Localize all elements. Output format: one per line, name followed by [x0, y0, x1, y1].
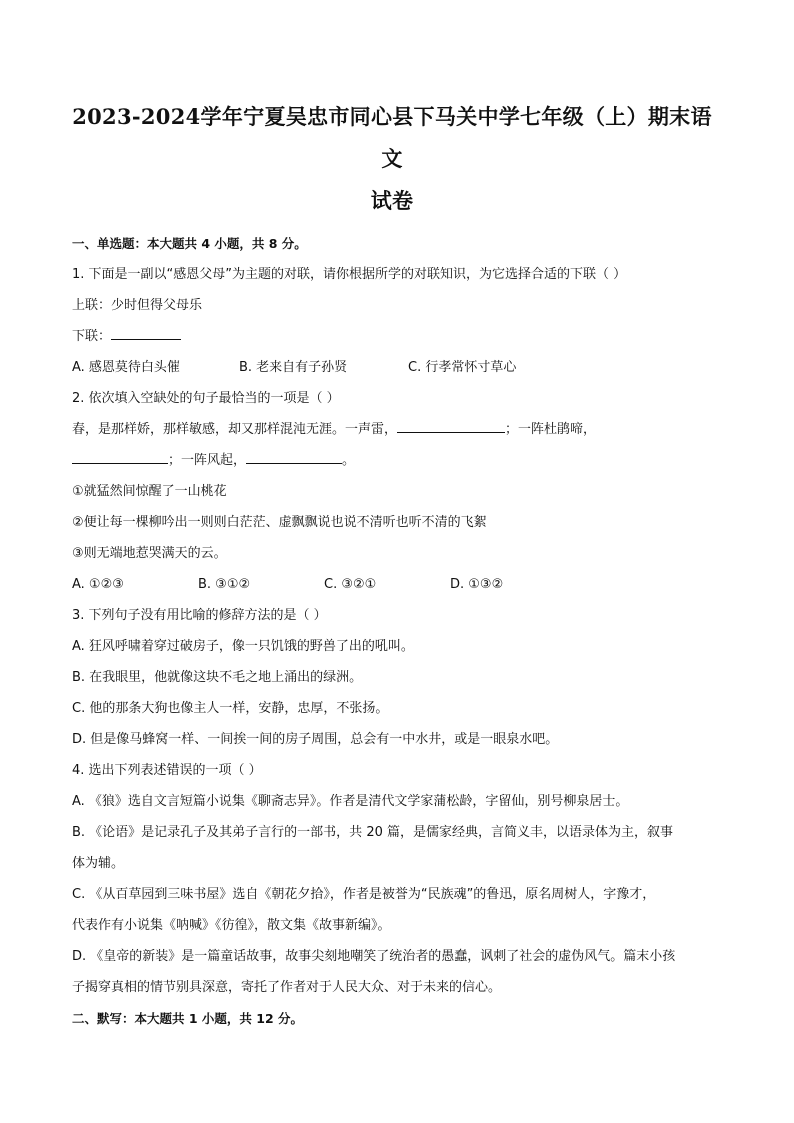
q2-passage-d: 。	[342, 453, 356, 468]
q2-passage-line-1	[72, 414, 712, 445]
q4-option-c-line-1[interactable]: C. 《从百草园到三味书屋》选自《朝花夕拾》，作者是被誉为“民族魂”的鲁迅，原名周树人，字豫才，	[72, 887, 656, 902]
q1-stem: 1. 下面是一副以“感恩父母”为主题的对联，请你根据所学的对联知识，为它选择合适的下联（ ）	[72, 267, 627, 282]
page-title	[72, 96, 712, 222]
title-line-2: 试卷	[370, 188, 414, 213]
q1-lower-label: 下联：	[72, 329, 112, 344]
q1-lower-couplet	[72, 321, 712, 352]
q2-blank-2[interactable]	[72, 449, 168, 464]
q1-upper-couplet: 上联：少时但得父母乐	[72, 298, 203, 313]
q2-stem: 2. 依次填入空缺处的句子最恰当的一项是（ ）	[72, 391, 340, 406]
q2-option-b[interactable]: B. ③①②	[198, 577, 251, 592]
q2-item-3: ③则无端地惹哭满天的云。	[72, 546, 227, 561]
q2-passage-a: 春，是那样娇，那样敏感，却又那样混沌无涯。一声雷，	[72, 422, 398, 437]
section-2-heading: 二、默写：本大题共 1 小题，共 12 分。	[72, 1011, 304, 1026]
q3-option-c[interactable]: C. 他的那条大狗也像主人一样，安静，忠厚，不张扬。	[72, 701, 389, 716]
q2-passage-b: ；一阵杜鹃啼，	[505, 422, 597, 437]
title-line-1: 2023-2024学年宁夏吴忠市同心县下马关中学七年级（上）期末语文	[72, 104, 712, 171]
section-1-heading: 一、单选题：本大题共 4 小题，共 8 分。	[72, 236, 307, 251]
q2-item-2: ②便让每一棵柳吟出一则则白茫茫、虚飘飘说也说不清听也听不清的飞絮	[72, 515, 487, 530]
q2-options	[72, 569, 712, 600]
q2-blank-1[interactable]	[397, 418, 505, 433]
q1-option-c[interactable]: C. 行孝常怀寸草心	[408, 360, 517, 375]
q1-option-a[interactable]: A. 感恩莫待白头催	[72, 360, 180, 375]
q2-blank-3[interactable]	[246, 449, 342, 464]
q3-stem: 3. 下列句子没有用比喻的修辞方法的是（ ）	[72, 608, 327, 623]
q1-options	[72, 352, 712, 383]
q3-option-a[interactable]: A. 狂风呼啸着穿过破房子，像一只饥饿的野兽了出的吼叫。	[72, 639, 414, 654]
q2-passage-c: ；一阵风起，	[168, 453, 247, 468]
q2-passage-line-2	[72, 445, 712, 476]
q4-option-b-line-1[interactable]: B. 《论语》是记录孔子及其弟子言行的一部书，共 20 篇，是儒家经典，言简义丰，以语录体为主，叙事	[72, 825, 673, 840]
q4-option-d-line-2[interactable]: 子揭穿真相的情节别具深意，寄托了作者对于人民大众、对于未来的信心。	[72, 980, 502, 995]
q1-option-b[interactable]: B. 老来自有子孙贤	[239, 360, 348, 375]
q4-option-c-line-2[interactable]: 代表作有小说集《呐喊》《彷徨》，散文集《故事新编》。	[72, 918, 391, 933]
q4-option-d-line-1[interactable]: D. 《皇帝的新装》是一篇童话故事，故事尖刻地嘲笑了统治者的愚蠢，讽刺了社会的虚伪风气。篇末小孩	[72, 949, 676, 964]
q2-item-1: ①就猛然间惊醒了一山桃花	[72, 484, 227, 499]
q4-option-a[interactable]: A. 《狼》选自文言短篇小说集《聊斋志异》。作者是清代文学家蒲松龄，字留仙，别号柳泉居士。	[72, 794, 629, 809]
q3-option-b[interactable]: B. 在我眼里，他就像这块不毛之地上涌出的绿洲。	[72, 670, 363, 685]
q3-option-d[interactable]: D. 但是像马蜂窝一样、一间挨一间的房子周围，总会有一中水井，或是一眼泉水吧。	[72, 732, 559, 747]
q2-option-a[interactable]: A. ①②③	[72, 577, 124, 592]
q2-option-c[interactable]: C. ③②①	[324, 577, 377, 592]
q2-option-d[interactable]: D. ①③②	[450, 577, 504, 592]
q1-answer-blank[interactable]	[111, 325, 181, 340]
q4-stem: 4. 选出下列表述错误的一项（ ）	[72, 763, 262, 778]
q4-option-b-line-2[interactable]: 体为辅。	[72, 856, 125, 871]
